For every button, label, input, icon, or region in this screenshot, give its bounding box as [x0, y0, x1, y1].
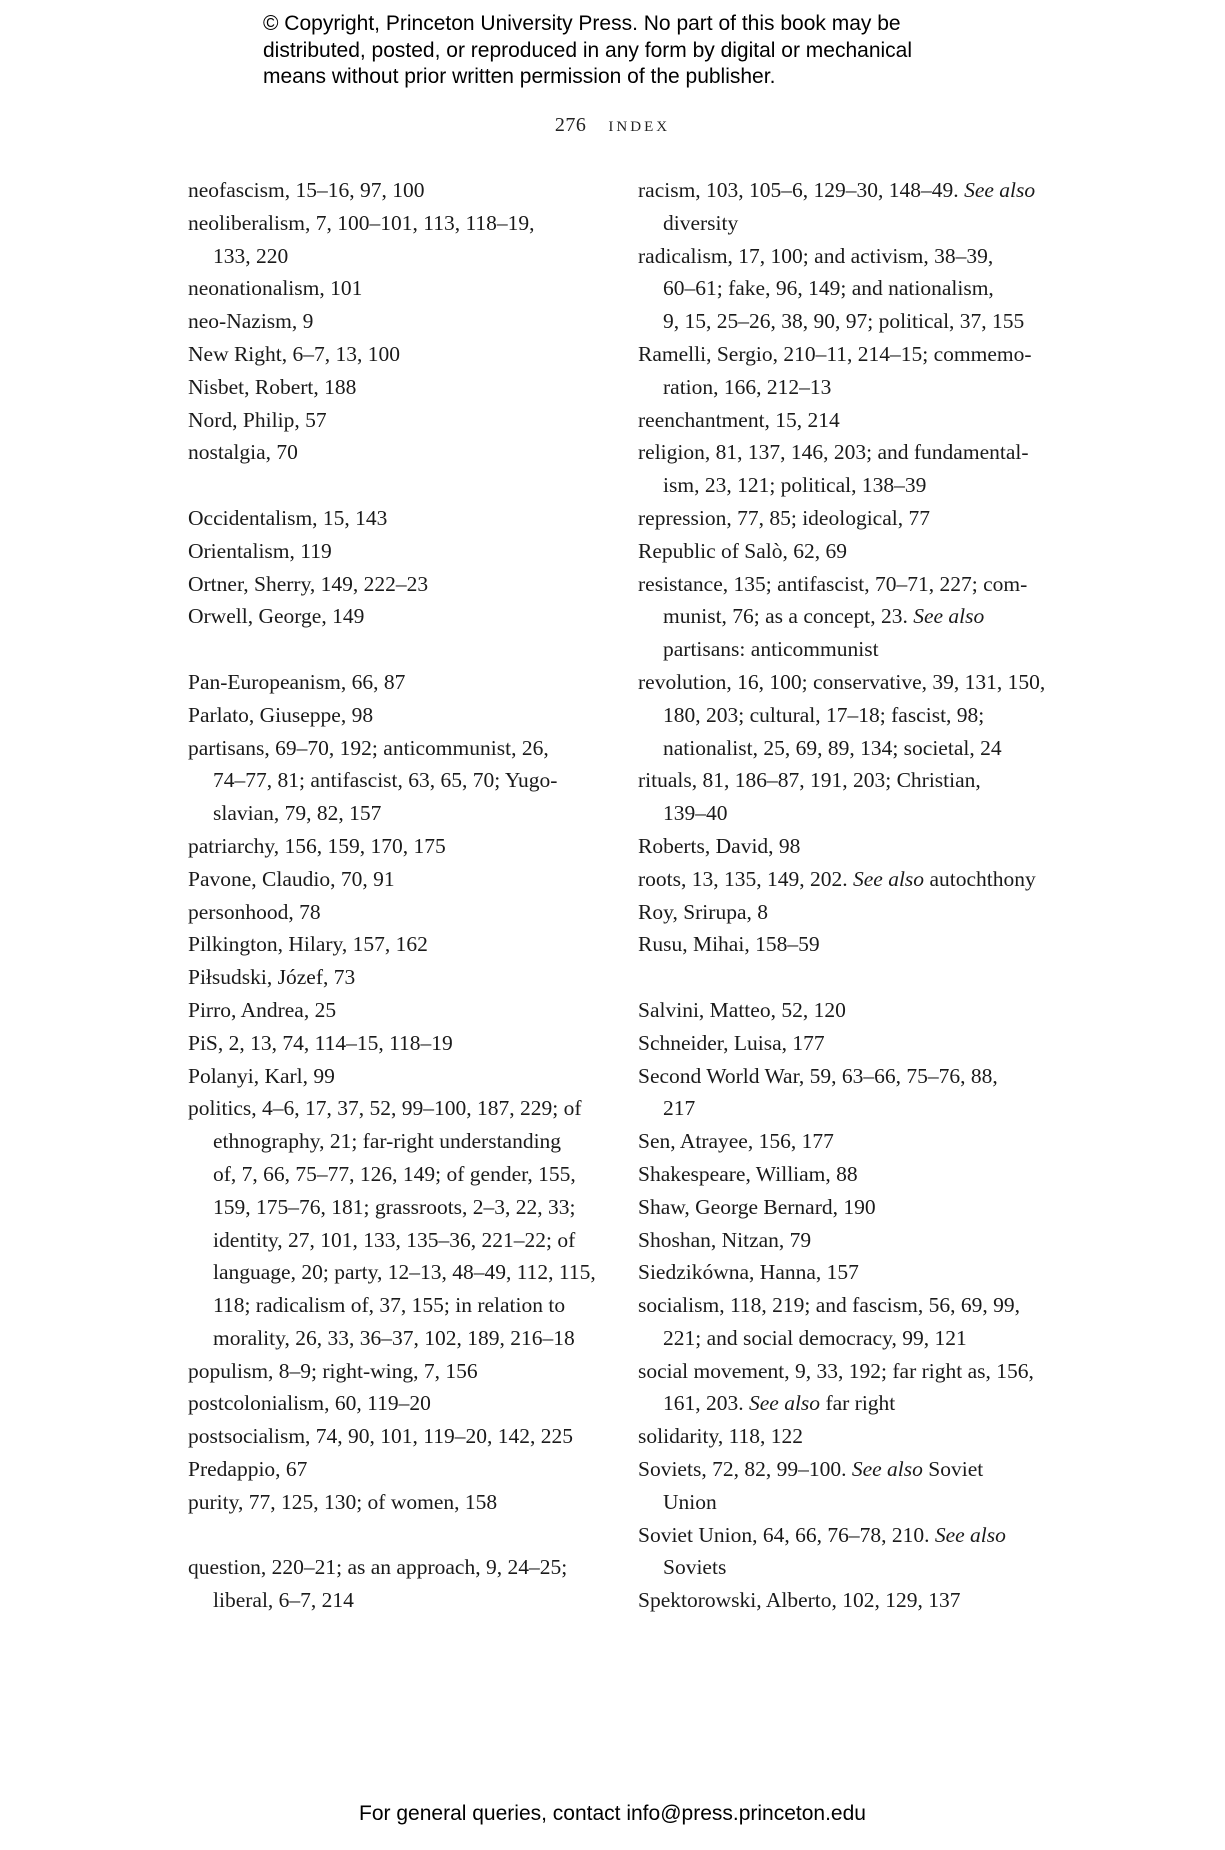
- index-entry: personhood, 78: [188, 899, 321, 924]
- index-entry: Soviet Union, 64, 66, 76–78, 210. See also Soviets: [638, 1522, 1006, 1580]
- index-entry: Ortner, Sherry, 149, 222–23: [188, 571, 429, 596]
- index-entry: neofascism, 15–16, 97, 100: [188, 178, 425, 202]
- page-number: 276: [554, 114, 587, 136]
- index-column-right: [638, 174, 1070, 1617]
- letter-group-gap: [188, 633, 608, 666]
- index-entry: rituals, 81, 186–87, 191, 203; Christian, 139–40: [638, 768, 981, 826]
- index-entry: Sen, Atrayee, 156, 177: [638, 1129, 834, 1154]
- index-entry: Nisbet, Robert, 188: [188, 374, 357, 399]
- index-entry: neoliberalism, 7, 100–101, 113, 118–19, 133, 220: [188, 210, 535, 268]
- index-entry: Shaw, George Bernard, 190: [638, 1194, 876, 1219]
- index-entry: PiS, 2, 13, 74, 114–15, 118–19: [188, 1030, 453, 1055]
- index-entry: Roberts, David, 98: [638, 833, 801, 858]
- index-entry: Spektorowski, Alberto, 102, 129, 137: [638, 1588, 961, 1613]
- index-entry: Pilkington, Hilary, 157, 162: [188, 932, 428, 957]
- index-entry: Schneider, Luisa, 177: [638, 1030, 825, 1055]
- index-entry: Rusu, Mihai, 158–59: [638, 932, 820, 957]
- index-entry: populism, 8–9; right-wing, 7, 156: [188, 1358, 478, 1383]
- index-entry: postcolonialism, 60, 119–20: [188, 1391, 431, 1416]
- index-entry: religion, 81, 137, 146, 203; and fundamental- ism, 23, 121; political, 138–39: [638, 440, 1029, 498]
- copyright-line: distributed, posted, or reproduced in any form by digital or mechanical: [263, 38, 913, 62]
- index-entry: Second World War, 59, 63–66, 75–76, 88, 217: [638, 1063, 998, 1121]
- page-title: index: [608, 112, 671, 136]
- index-entry: Pan-Europeanism, 66, 87: [188, 669, 406, 694]
- index-entry: Pirro, Andrea, 25: [188, 997, 337, 1022]
- letter-group-gap: [638, 961, 1070, 994]
- index-entry: partisans, 69–70, 192; anticommunist, 26, 74–77, 81; antifascist, 63, 65, 70; Yugo- slavian, 79, 82, 157: [188, 735, 558, 826]
- index-entry: solidarity, 118, 122: [638, 1424, 804, 1449]
- letter-group-gap: [188, 469, 608, 502]
- index-entry: neonationalism, 101: [188, 276, 363, 301]
- index-entry: Pavone, Claudio, 70, 91: [188, 866, 395, 891]
- index-entry: New Right, 6–7, 13, 100: [188, 341, 401, 366]
- index-entry: Roy, Srirupa, 8: [638, 899, 768, 924]
- copyright-line: © Copyright, Princeton University Press. No part of this book may be: [263, 12, 901, 35]
- index-entry: socialism, 118, 219; and fascism, 56, 69, 99, 221; and social democracy, 99, 121: [638, 1293, 1020, 1350]
- index-column-left: [188, 174, 608, 1617]
- index-entry: radicalism, 17, 100; and activism, 38–39, 60–61; fake, 96, 149; and nationalism, 9, 15, 25–26, 38, 90, 97; political, 37, 155: [638, 243, 1025, 334]
- index-entry: purity, 77, 125, 130; of women, 158: [188, 1489, 498, 1514]
- index-entry: Nord, Philip, 57: [188, 407, 327, 432]
- index-entry: social movement, 9, 33, 192; far right as, 156, 161, 203. See also far right: [638, 1358, 1034, 1416]
- index-entry: racism, 103, 105–6, 129–30, 148–49. See also diversity: [638, 178, 1036, 235]
- index-entry: Republic of Salò, 62, 69: [638, 538, 848, 563]
- copyright-notice: [263, 11, 1023, 91]
- index-entry: patriarchy, 156, 159, 170, 175: [188, 833, 446, 858]
- index-entry: Salvini, Matteo, 52, 120: [638, 997, 846, 1022]
- index-entry: question, 220–21; as an approach, 9, 24–25; liberal, 6–7, 214: [188, 1555, 568, 1613]
- index-entry: Piłsudski, Józef, 73: [188, 965, 356, 990]
- index-entry: nostalgia, 70: [188, 440, 298, 465]
- index-entry: Parlato, Giuseppe, 98: [188, 702, 374, 727]
- running-head: [0, 112, 1225, 137]
- index-entry: Ramelli, Sergio, 210–11, 214–15; commemo- ration, 166, 212–13: [638, 341, 1032, 399]
- index-entry: Predappio, 67: [188, 1457, 308, 1482]
- index-entry: Polanyi, Karl, 99: [188, 1063, 335, 1088]
- index-entry: Siedzikówna, Hanna, 157: [638, 1260, 859, 1285]
- index-entry: reenchantment, 15, 214: [638, 407, 840, 432]
- index-entry: Orwell, George, 149: [188, 604, 365, 629]
- letter-group-gap: [188, 1519, 608, 1552]
- index-entry: postsocialism, 74, 90, 101, 119–20, 142, 225: [188, 1424, 574, 1449]
- index-entry: Soviets, 72, 82, 99–100. See also Soviet Union: [638, 1457, 984, 1514]
- index-entry: resistance, 135; antifascist, 70–71, 227; com- munist, 76; as a concept, 23. See also partisans: anticommunist: [638, 571, 1028, 662]
- footer-contact: For general queries, contact info@press.princeton.edu: [359, 1802, 866, 1825]
- index-entry: Shakespeare, William, 88: [638, 1161, 858, 1186]
- index-entry: Shoshan, Nitzan, 79: [638, 1227, 812, 1252]
- index-entry: Occidentalism, 15, 143: [188, 505, 388, 530]
- index-entry: roots, 13, 135, 149, 202. See also autochthony: [638, 866, 1036, 891]
- index-entry: Orientalism, 119: [188, 538, 332, 563]
- index-entry: neo-Nazism, 9: [188, 309, 314, 334]
- copyright-line: means without prior written permission of the publisher.: [263, 65, 776, 88]
- index-entry: revolution, 16, 100; conservative, 39, 131, 150, 180, 203; cultural, 17–18; fascist, 98; nationalist, 25, 69, 89, 134; societal, 24: [638, 669, 1046, 760]
- index-entry: repression, 77, 85; ideological, 77: [638, 505, 930, 530]
- index-entry: politics, 4–6, 17, 37, 52, 99–100, 187, 229; of ethnography, 21; far-right understanding of, 7, 66, 75–77, 126, 149; of gender, 155, 159, 175–76, 181; grassroots, 2–3, 22, 33; identity, 27, 101, 133, 135–36, 221–22; of language, 20; party, 12–13, 48–49, 112, 115, 118; radicalism of, 37, 155; in relation to morality, 26, 33, 36–37, 102, 189, 216–18: [188, 1096, 596, 1350]
